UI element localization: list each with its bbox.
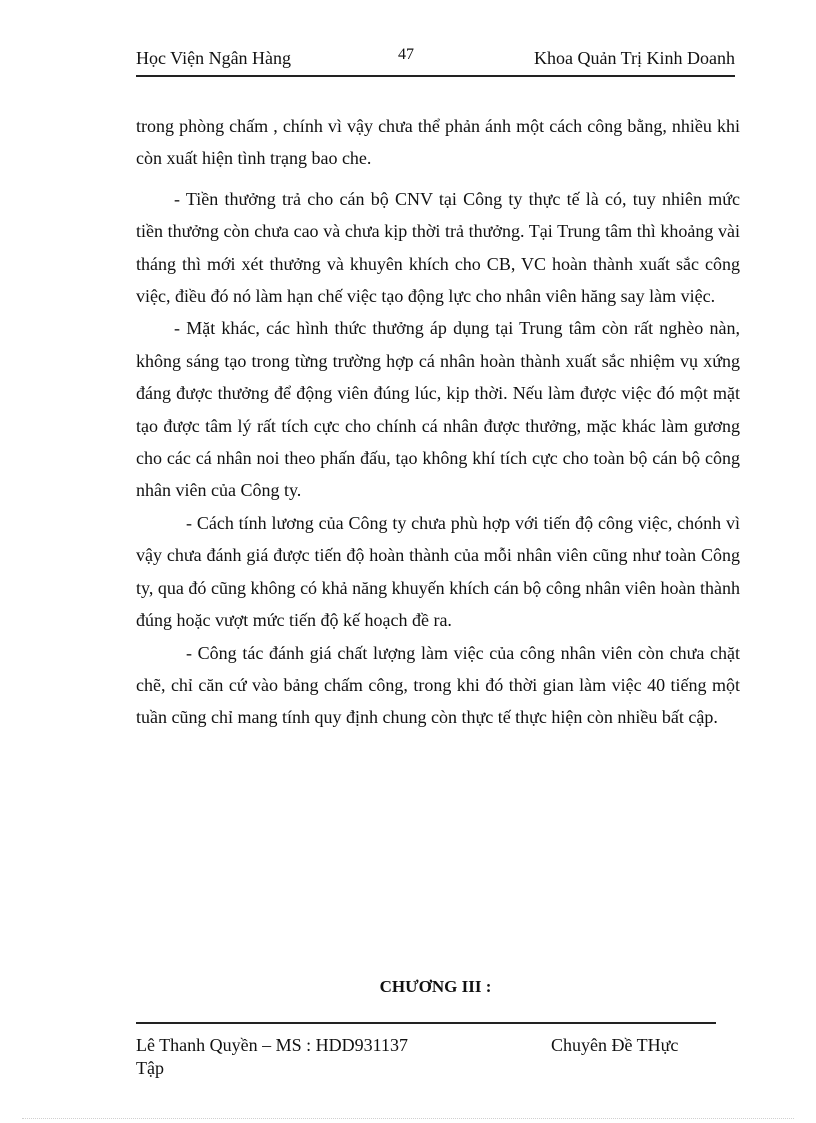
chapter-title: CHƯƠNG III : bbox=[379, 977, 492, 996]
header-institution: Học Viện Ngân Hàng bbox=[136, 48, 292, 68]
page-header bbox=[136, 46, 735, 76]
paragraph: - Cách tính lương của Công ty chưa phù hợp với tiến độ công việc, chónh vì vậy chưa đánh giá được tiến độ hoàn thành của mỗi nhân viên cũng như toàn Công ty, qua đó cũng không có khả năng khuyến khích cán bộ công nhân viên hoàn thành đúng hoặc vượt mức tiến độ kế hoạch đề ra. bbox=[136, 512, 740, 631]
body-text bbox=[136, 110, 740, 734]
paragraph: - Mặt khác, các hình thức thưởng áp dụng tại Trung tâm còn rất nghèo nàn, không sáng tạo trong từng trường hợp cá nhân hoàn thành xuất sắc nhiệm vụ xứng đáng được thưởng để động viên đúng lúc, kịp thời. Nếu làm được việc đó một mặt tạo được tâm lý rất tích cực cho chính cá nhân được thưởng, mặc khác làm gương cho các cá nhân noi theo phấn đấu, tạo không khí tích cực cho toàn bộ cán bộ công nhân viên của Công ty. bbox=[136, 318, 740, 501]
paragraph: - Tiền thưởng trả cho cán bộ CNV tại Công ty thực tế là có, tuy nhiên mức tiền thưởng còn chưa cao và chưa kịp thời trả thưởng. Tại Trung tâm thì khoảng vài tháng thì mới xét thưởng và khuyên khích cho CB, VC hoàn thành xuất sắc công việc, điều đó nó làm hạn chế việc tạo động lực cho nhân viên hăng say làm việc. bbox=[136, 188, 740, 307]
header-faculty: Khoa Quản Trị Kinh Doanh bbox=[534, 48, 735, 68]
footer-divider bbox=[136, 1022, 716, 1024]
paragraph: trong phòng chấm , chính vì vậy chưa thể phản ánh một cách công bằng, nhiều khi còn xuất hiện tình trạng bao che. bbox=[136, 116, 740, 169]
page-number: 47 bbox=[398, 46, 414, 63]
footer-doc-type-cont: Tập bbox=[136, 1058, 164, 1078]
header-divider bbox=[136, 75, 735, 77]
footer-author: Lê Thanh Quyền – MS : HDD931137 bbox=[136, 1035, 408, 1055]
paragraph: - Công tác đánh giá chất lượng làm việc của công nhân viên còn chưa chặt chẽ, chỉ căn cứ vào bảng chấm công, trong khi đó thời gian làm việc 40 tiếng một tuần cũng chỉ mang tính quy định chung còn thực tế thực hiện còn nhiều bất cập. bbox=[136, 642, 740, 728]
footer-doc-type: Chuyên Đề THực bbox=[551, 1035, 679, 1055]
page-edge bbox=[22, 1118, 794, 1119]
